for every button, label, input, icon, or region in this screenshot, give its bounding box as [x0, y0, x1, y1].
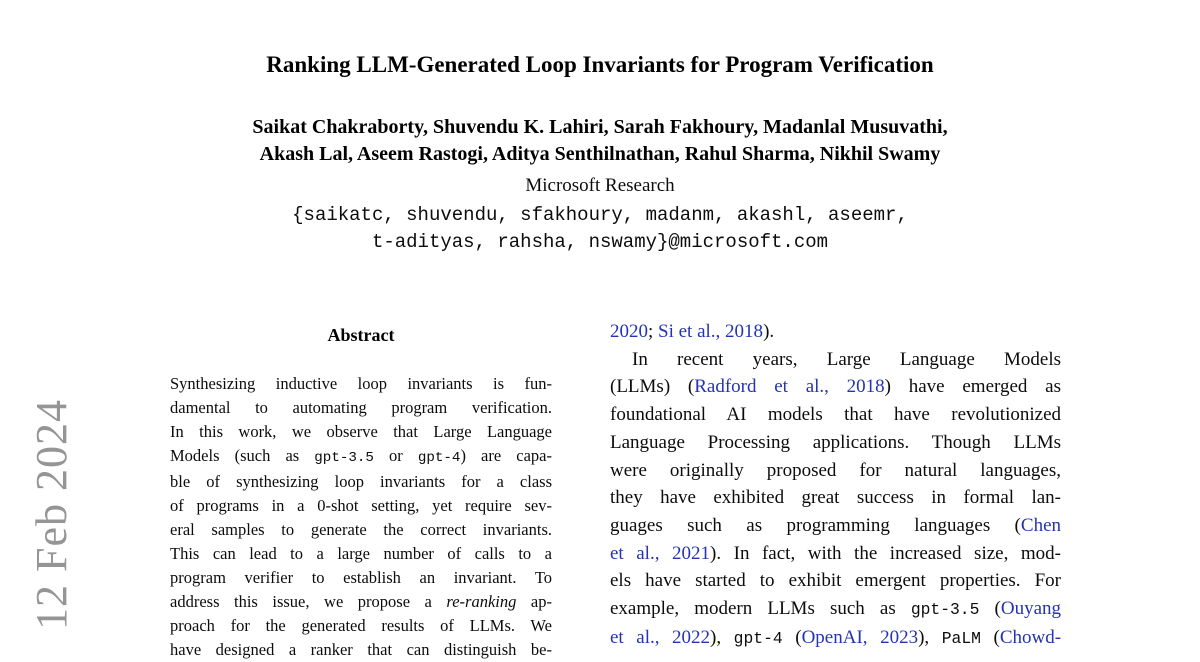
text-segment: program verifier to establish an invariant. To [170, 568, 552, 587]
affiliation: Microsoft Research [525, 175, 675, 196]
text-segment: (LLMs) ( [610, 376, 695, 398]
citation-link[interactable]: et al., 2022 [610, 626, 711, 648]
email-line-2: t-adityas, rahsha, nswamy}@microsoft.com [371, 231, 829, 253]
text-segment: els have started to exhibit emergent properties. For [610, 570, 1061, 592]
text-line [610, 624, 1061, 653]
text-segment: example, modern LLMs such as [610, 598, 911, 620]
text-segment: ) have emerged as [884, 376, 1061, 398]
text-segment: they have exhibited great success in formal lan- [610, 487, 1061, 509]
text-segment: of programs in a 0-shot setting, yet require sev- [170, 496, 552, 515]
text-line [170, 470, 552, 494]
text-line [170, 444, 552, 470]
text-line [610, 318, 1061, 346]
text-segment: In recent years, Large Language Models [632, 348, 1061, 370]
author-line-1: Saikat Chakraborty, Shuvendu K. Lahiri, Sarah Fakhoury, Madanlal Musuvathi, [252, 116, 948, 138]
citation-link[interactable]: Chen [1020, 514, 1061, 536]
text-segment: PaLM [941, 628, 981, 648]
text-segment: address this issue, we propose a [170, 592, 447, 611]
text-line [170, 372, 552, 396]
text-segment: ). In fact, with the increased size, mod- [710, 542, 1061, 564]
citation-link[interactable]: et al., 2021 [610, 542, 710, 564]
text-segment: This can lead to a large number of calls to a [170, 544, 552, 563]
text-line [170, 542, 552, 566]
paper-title: Ranking LLM-Generated Loop Invariants for Program Verification [266, 52, 934, 77]
text-segment: ; [648, 321, 659, 342]
text-segment: ), [918, 626, 942, 648]
text-segment: Models (such as [170, 446, 315, 465]
text-line [170, 614, 552, 638]
text-segment: or [373, 446, 418, 465]
citation-link[interactable]: Ouyang [1000, 598, 1061, 620]
text-segment: eral samples to generate the correct invariants. [170, 520, 552, 539]
citation-link[interactable]: OpenAI, 2023 [801, 626, 919, 648]
text-line [610, 457, 1061, 485]
text-segment: Language Processing applications. Though LLMs [610, 431, 1061, 453]
text-segment: ble of synthesizing loop invariants for a class [170, 472, 552, 491]
text-segment: damental to automating program verification. [170, 398, 552, 417]
citation-link[interactable]: Chowd- [999, 626, 1062, 648]
author-line-2: Akash Lal, Aseem Rastogi, Aditya Senthilnathan, Rahul Sharma, Nikhil Swamy [259, 143, 941, 165]
text-segment: ). [763, 321, 775, 342]
text-segment: re-ranking [446, 592, 517, 611]
text-segment: ( [979, 598, 1001, 620]
citation-link[interactable]: Si et al., 2018 [658, 321, 764, 342]
text-line [610, 346, 1061, 374]
text-segment: have designed a ranker that can distinguish be- [170, 640, 552, 659]
email-line-1: {saikatc, shuvendu, sfakhoury, madanm, akashl, aseemr, [292, 204, 908, 226]
text-segment: In this work, we observe that Large Language [170, 422, 552, 441]
text-line [610, 540, 1061, 568]
text-segment: gpt-3.5 [910, 600, 980, 620]
text-line [610, 595, 1061, 624]
text-segment: Synthesizing inductive loop invariants is fun- [170, 374, 552, 393]
text-line [610, 512, 1061, 540]
text-line [170, 396, 552, 420]
text-segment: ) are capa- [460, 446, 552, 465]
text-segment: gpt-4 [417, 450, 461, 466]
text-segment: ( [782, 626, 802, 648]
text-segment: gpt-3.5 [314, 450, 374, 466]
text-line [170, 494, 552, 518]
text-segment: ap- [516, 592, 552, 611]
text-line [610, 484, 1061, 512]
abstract-body [170, 372, 552, 662]
introduction-column [610, 318, 1061, 652]
text-line [610, 373, 1061, 401]
text-segment: ), [710, 626, 734, 648]
text-segment: proach for the generated results of LLMs. We [170, 616, 552, 635]
citation-link[interactable]: 2020 [610, 321, 648, 342]
text-segment: foundational AI models that have revolutionized [610, 404, 1061, 426]
text-line [610, 429, 1061, 457]
text-segment: guages such as programming languages ( [610, 514, 1021, 536]
text-segment: gpt-4 [733, 628, 783, 648]
text-line [170, 638, 552, 662]
text-line [170, 420, 552, 444]
text-line [170, 566, 552, 590]
arxiv-date-stamp: 12 Feb 2024 [27, 399, 76, 630]
text-segment: ( [980, 626, 1000, 648]
text-line [610, 567, 1061, 595]
citation-link[interactable]: Radford et al., 2018 [694, 376, 885, 398]
text-line [610, 401, 1061, 429]
text-segment: were originally proposed for natural languages, [610, 459, 1061, 481]
abstract-heading: Abstract [327, 325, 395, 345]
text-line [170, 590, 552, 614]
text-line [170, 518, 552, 542]
